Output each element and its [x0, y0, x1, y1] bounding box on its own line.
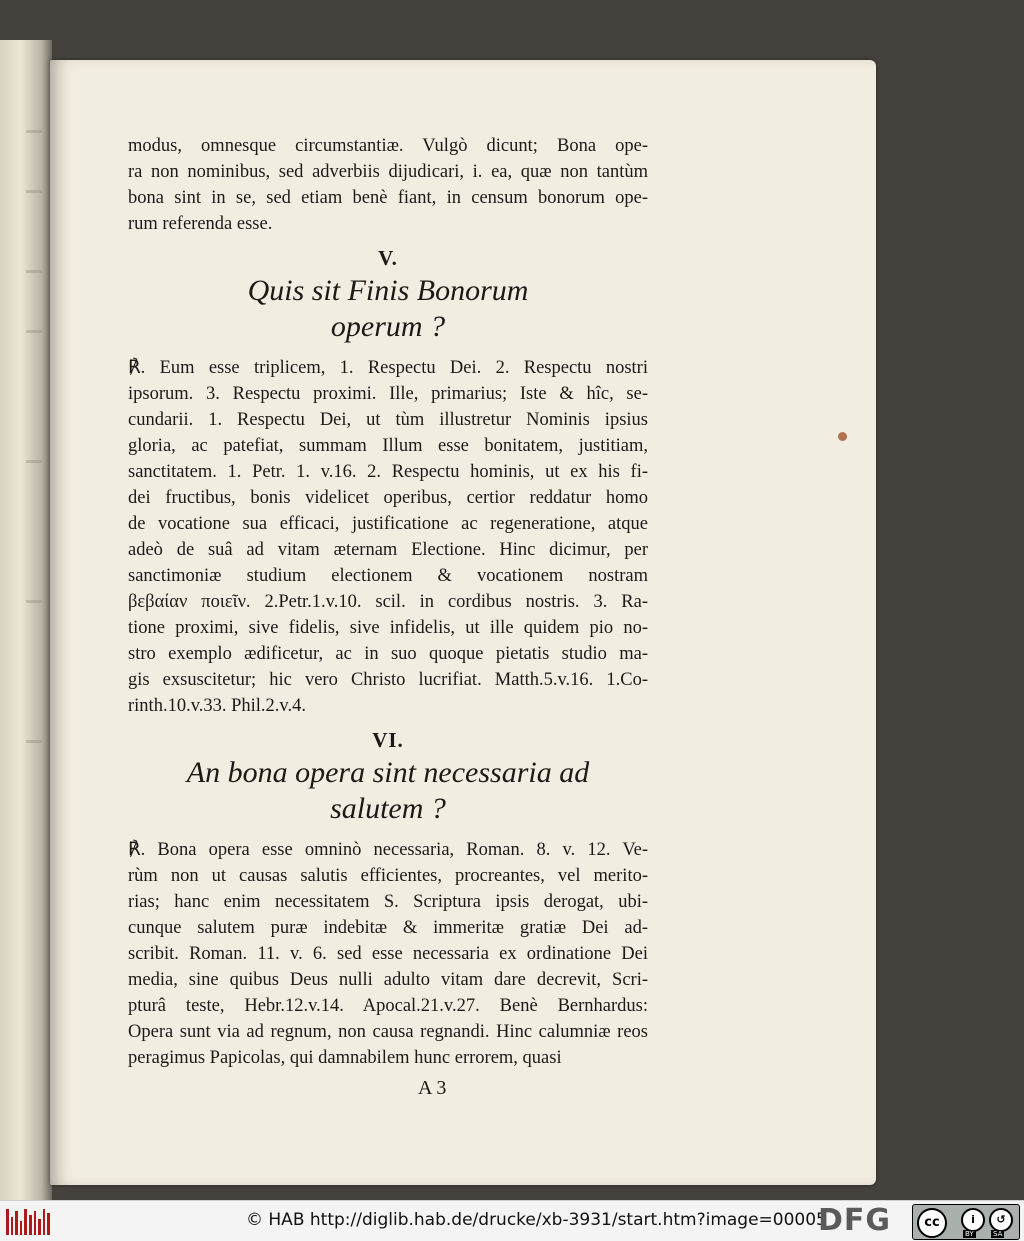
cc-by-sa-icon[interactable]	[912, 1204, 1020, 1240]
section-number-v: V.	[378, 246, 398, 270]
text-line: Opera sunt via ad regnum, non causa regnandi. Hinc calumniæ reos	[128, 1022, 648, 1042]
paragraph-finis	[128, 355, 648, 719]
text-line: dei fructibus, bonis videlicet operibus, certior reddatur homo	[128, 488, 648, 508]
cc-label: cc	[917, 1208, 947, 1238]
text-line: rinth.10.v.33. Phil.2.v.4.	[128, 696, 306, 716]
text-line: de vocatione sua efficaci, justificatione ac regeneratione, atque	[128, 514, 648, 534]
previous-page-edge	[0, 40, 52, 1200]
page-signature: A 3	[418, 1077, 447, 1099]
text-line: βεβαίαν ποιεῖν. 2.Petr.1.v.10. scil. in cordibus nostris. 3. Ra-	[128, 592, 648, 612]
sa-share-icon: ↺	[989, 1208, 1013, 1232]
section-heading-v: Quis sit Finis Bonorum operum ?	[247, 274, 529, 343]
text-line: ℟. Eum esse triplicem, 1. Respectu Dei. 2. Respectu nostri	[128, 358, 648, 378]
text-line: rum referenda esse.	[128, 214, 273, 234]
text-line: sanctitatem. 1. Petr. 1. v.16. 2. Respectu hominis, ut ex his fi-	[128, 462, 648, 482]
paragraph-necessaria	[128, 837, 648, 1071]
text-line: ipsorum. 3. Respectu proximi. Ille, primarius; Iste & hîc, se-	[128, 384, 648, 404]
text-line: scribit. Roman. 11. v. 6. sed esse necessaria ex ordinatione Dei	[128, 944, 648, 964]
text-line: tione proximi, sive fidelis, sive infidelis, ut ille quidem pio no-	[128, 618, 648, 638]
section-number-vi: VI.	[372, 728, 404, 752]
page-text	[128, 133, 648, 1101]
text-line: adeò de suâ ad vitam æternam Electione. Hinc dicimur, per	[128, 540, 648, 560]
sa-label: SA	[993, 1230, 1003, 1238]
text-line: pturâ teste, Hebr.12.v.14. Apocal.21.v.27. Benè Bernhardus:	[128, 996, 648, 1016]
text-line: stro exemplo ædificetur, ac in suo quoque pietatis studio ma-	[128, 644, 648, 664]
text-line: bona sint in se, sed etiam benè fiant, in censum bonorum ope-	[128, 188, 648, 208]
text-line: ℟. Bona opera esse omninò necessaria, Roman. 8. v. 12. Ve-	[128, 840, 648, 860]
text-line: gis exsuscitetur; hic vero Christo lucrifiat. Matth.5.v.16. 1.Co-	[128, 670, 648, 690]
by-person-icon: i	[961, 1208, 985, 1232]
by-label: BY	[965, 1230, 974, 1238]
text-line: ra non nominibus, sed adverbiis dijudicari, i. ea, quæ non tantùm	[128, 162, 648, 182]
text-line: cunque salutem puræ indebitæ & immeritæ gratiæ Dei ad-	[128, 918, 648, 938]
section-heading-vi: An bona opera sint necessaria ad salutem ?	[186, 756, 590, 825]
paragraph-intro	[128, 133, 648, 237]
hab-logo-icon[interactable]	[6, 1207, 50, 1235]
text-line: media, sine quibus Deus nulli adulto vitam dare decrevit, Scri-	[128, 970, 648, 990]
text-line: peragimus Papicolas, qui damnabilem hunc errorem, quasi	[128, 1048, 562, 1068]
paper-stain	[838, 432, 847, 441]
copyright-link[interactable]: © HAB http://diglib.hab.de/drucke/xb-3931/start.htm?image=00005	[246, 1210, 827, 1230]
text-line: gloria, ac patefiat, summam Illum esse bonitatem, justitiam,	[128, 436, 648, 456]
text-line: rias; hanc enim necessitatem S. Scriptura ipsis derogat, ubi-	[128, 892, 648, 912]
text-line: modus, omnesque circumstantiæ. Vulgò dicunt; Bona ope-	[128, 136, 648, 156]
text-line: sanctimoniæ studium electionem & vocationem nostram	[128, 566, 648, 586]
viewer-footer	[0, 1200, 1024, 1241]
dfg-logo-icon[interactable]: DFG	[818, 1203, 892, 1238]
text-line: cundarii. 1. Respectu Dei, ut tùm illustretur Nominis ipsius	[128, 410, 648, 430]
text-line: rùm non ut causas salutis efficientes, procreantes, vel merito-	[128, 866, 648, 886]
